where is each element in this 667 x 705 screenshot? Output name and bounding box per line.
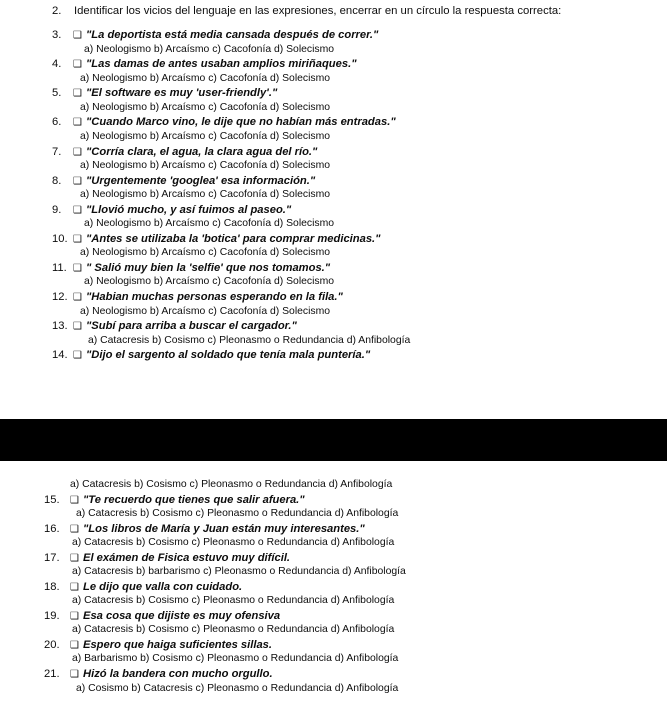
question-options[interactable]: a) Neologismo b) Arcaísmo c) Cacofonía d) Solecismo — [80, 101, 331, 113]
question-number: 8. — [52, 174, 62, 187]
checkbox-icon[interactable]: ❑ — [73, 88, 82, 100]
question-options[interactable]: a) Catacresis b) barbarismo c) Pleonasmo o Redundancia d) Anfibología — [72, 566, 406, 578]
question-row — [52, 174, 659, 189]
checkbox-icon[interactable]: ❑ — [73, 262, 82, 274]
checkbox-icon[interactable]: ❑ — [73, 291, 82, 303]
question-text: "Corría clara, el agua, la clara agua del río." — [86, 145, 318, 158]
question-number: 16. — [44, 522, 60, 535]
question-text: " Salió muy bien la 'selfie' que nos tomamos." — [86, 261, 331, 274]
question-options[interactable]: a) Catacresis b) Cosismo c) Pleonasmo o Redundancia d) Anfibología — [72, 595, 395, 607]
question-row — [44, 580, 667, 595]
question-text: "Dijo el sargento al soldado que tenía mala puntería." — [86, 349, 371, 362]
question-text: "Antes se utilizaba la 'botica' para comprar medicinas." — [86, 232, 381, 245]
checkbox-icon[interactable]: ❑ — [73, 146, 82, 158]
question-options[interactable]: a) Catacresis b) Cosismo c) Pleonasmo o Redundancia d) Anfibología — [72, 537, 395, 549]
question-options[interactable]: a) Neologismo b) Arcaísmo c) Cacofonía d) Solecismo — [84, 218, 335, 230]
question-number: 18. — [44, 580, 60, 593]
question-number: 19. — [44, 609, 60, 622]
question-options[interactable]: a) Neologismo b) Arcaísmo c) Cacofonía d) Solecismo — [80, 160, 331, 172]
question-text: Hizó la bandera con mucho orgullo. — [83, 667, 273, 680]
question-options[interactable]: a) Neologismo b) Arcaísmo c) Cacofonía d) Solecismo — [84, 43, 335, 55]
question-number: 13. — [52, 320, 68, 333]
question-row — [44, 609, 667, 624]
question-options[interactable]: a) Catacresis b) Cosismo c) Pleonasmo o Redundancia d) Anfibología — [88, 334, 411, 346]
question-number: 3. — [52, 29, 62, 42]
checkbox-icon[interactable]: ❑ — [73, 350, 82, 362]
question-row — [44, 522, 667, 537]
question-number: 4. — [52, 58, 62, 71]
question-number: 20. — [44, 638, 60, 651]
continued-options[interactable]: a) Catacresis b) Cosismo c) Pleonasmo o Redundancia d) Anfibología — [70, 479, 393, 490]
question-text: Esa cosa que dijiste es muy ofensiva — [83, 609, 281, 622]
question-row — [52, 28, 659, 43]
page-break-band — [0, 419, 667, 461]
instruction-text: Identificar los vicios del lenguaje en las expresiones, encerrar en un círculo la respuesta correcta: — [74, 5, 562, 17]
question-options[interactable]: a) Neologismo b) Arcaísmo c) Cacofonía d) Solecismo — [80, 131, 331, 143]
questions-bottom-list — [0, 493, 667, 696]
instruction-line — [0, 4, 667, 19]
checkbox-icon[interactable]: ❑ — [70, 668, 79, 680]
checkbox-icon[interactable]: ❑ — [73, 175, 82, 187]
question-text: "Te recuerdo que tienes que salir afuera." — [83, 493, 305, 506]
question-row — [52, 348, 659, 363]
question-number: 17. — [44, 551, 60, 564]
question-row — [52, 86, 659, 101]
question-text: "Cuando Marco vino, le dije que no habían más entradas." — [86, 116, 396, 129]
question-row — [52, 261, 659, 276]
checkbox-icon[interactable]: ❑ — [70, 639, 79, 651]
checkbox-icon[interactable]: ❑ — [73, 204, 82, 216]
question-options[interactable]: a) Cosismo b) Catacresis c) Pleonasmo o Redundancia d) Anfibología — [76, 682, 399, 694]
checkbox-icon[interactable]: ❑ — [73, 117, 82, 129]
question-options[interactable]: a) Neologismo b) Arcaísmo c) Cacofonía d) Solecismo — [80, 247, 331, 259]
question-number: 12. — [52, 290, 68, 303]
checkbox-icon[interactable]: ❑ — [70, 523, 79, 535]
question-row — [44, 493, 667, 508]
question-text: El exámen de Fisica estuvo muy difícil. — [83, 551, 291, 564]
question-number: 7. — [52, 145, 62, 158]
bottom-section — [0, 478, 667, 696]
question-text: "El software es muy 'user-friendly'." — [86, 87, 278, 100]
question-row — [52, 145, 659, 160]
question-text: "Los libros de María y Juan están muy interesantes." — [83, 522, 365, 535]
question-number: 11. — [52, 261, 67, 274]
question-options[interactable]: a) Neologismo b) Arcaísmo c) Cacofonía d) Solecismo — [80, 72, 331, 84]
checkbox-icon[interactable]: ❑ — [73, 59, 82, 71]
checkbox-icon[interactable]: ❑ — [70, 610, 79, 622]
question-number: 6. — [52, 116, 62, 129]
question-text: "Subí para arriba a buscar el cargador." — [86, 320, 297, 333]
question-options[interactable]: a) Neologismo b) Arcaísmo c) Cacofonía d) Solecismo — [84, 276, 335, 288]
checkbox-icon[interactable]: ❑ — [70, 581, 79, 593]
question-text: "Las damas de antes usaban amplios miriñaques." — [86, 58, 357, 71]
question-number: 21. — [44, 667, 60, 680]
checkbox-icon[interactable]: ❑ — [73, 321, 82, 333]
checkbox-icon[interactable]: ❑ — [73, 233, 82, 245]
checkbox-icon[interactable]: ❑ — [70, 494, 79, 506]
checkbox-icon[interactable]: ❑ — [70, 552, 79, 564]
question-text: Espero que haiga suficientes sillas. — [83, 638, 273, 651]
instruction-number: 2. — [52, 5, 62, 17]
question-row — [44, 638, 667, 653]
question-options[interactable]: a) Catacresis b) Cosismo c) Pleonasmo o Redundancia d) Anfibología — [72, 624, 395, 636]
question-row — [52, 319, 659, 334]
question-row — [44, 551, 667, 566]
checkbox-icon[interactable]: ❑ — [73, 30, 82, 42]
question-number: 9. — [52, 203, 62, 216]
question-row — [52, 57, 659, 72]
question-number: 5. — [52, 87, 62, 100]
question-text: "Llovió mucho, y así fuimos al paseo." — [86, 203, 292, 216]
question-text: Le dijo que valla con cuidado. — [83, 580, 243, 593]
question-number: 15. — [44, 493, 60, 506]
question-options[interactable]: a) Barbarismo b) Cosismo c) Pleonasmo o Redundancia d) Anfibología — [72, 653, 399, 665]
question-number: 10. — [52, 232, 68, 245]
question-row — [52, 290, 659, 305]
question-row — [52, 232, 659, 247]
question-row — [44, 667, 667, 682]
question-row — [52, 203, 659, 218]
question-text: "Habian muchas personas esperando en la fila." — [86, 290, 343, 303]
question-options[interactable]: a) Neologismo b) Arcaísmo c) Cacofonía d) Solecismo — [80, 305, 331, 317]
question-options[interactable]: a) Catacresis b) Cosismo c) Pleonasmo o Redundancia d) Anfibología — [76, 508, 399, 520]
questions-top-list — [0, 28, 667, 362]
question-options[interactable]: a) Neologismo b) Arcaísmo c) Cacofonía d) Solecismo — [80, 189, 331, 201]
question-text: "Urgentemente 'googlea' esa información." — [86, 174, 316, 187]
question-row — [52, 115, 659, 130]
question-text: "La deportista está media cansada después de correr." — [86, 29, 379, 42]
question-number: 14. — [52, 349, 68, 362]
